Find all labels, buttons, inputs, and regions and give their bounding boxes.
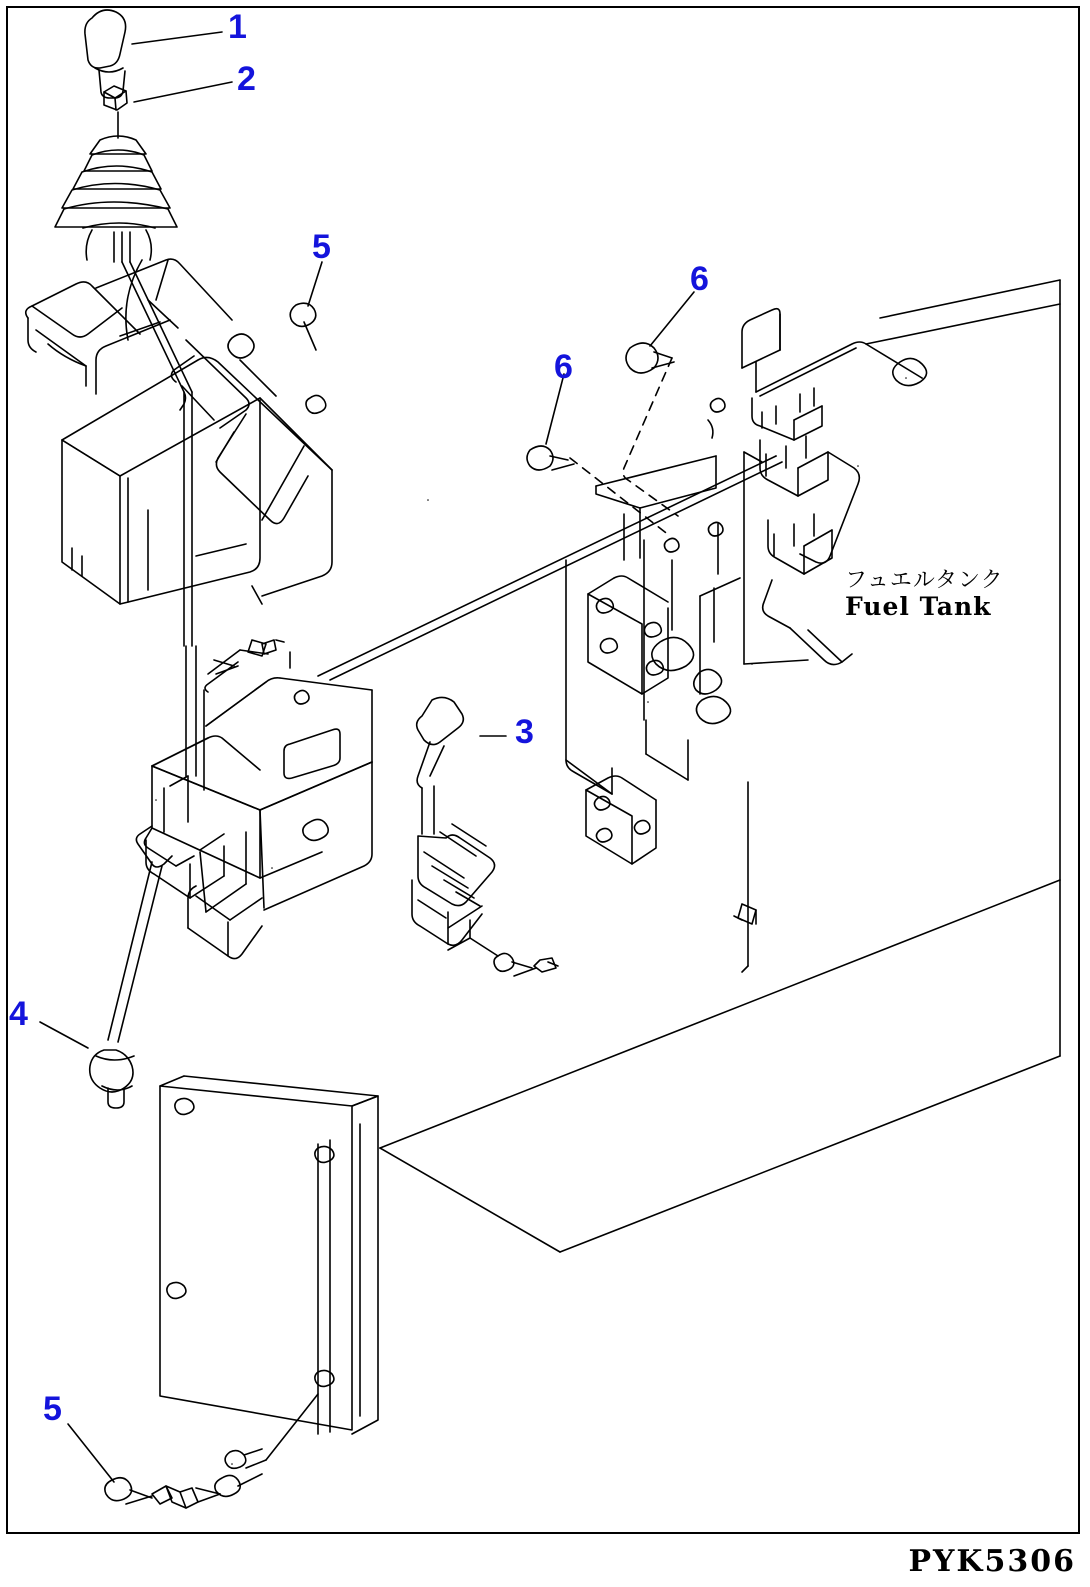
callout-6-left: 6 xyxy=(554,348,573,386)
callout-5-upper: 5 xyxy=(312,228,331,266)
part-5-upper-bolt xyxy=(290,303,316,350)
mounting-bracket-middle xyxy=(596,456,716,560)
fuel-tank-label-en: Fuel Tank xyxy=(845,592,992,621)
lower-cover-panel xyxy=(160,1076,378,1434)
part-3-lever xyxy=(417,500,464,834)
lower-console-housing xyxy=(136,640,372,959)
part-5-lower-bolt xyxy=(105,1394,318,1508)
lever-boot-bellows xyxy=(55,112,177,262)
callout-leaders xyxy=(40,32,694,1482)
callout-2: 2 xyxy=(237,60,256,98)
part-3-linkage-body xyxy=(412,824,558,976)
callout-1: 1 xyxy=(228,8,247,46)
part-6-bolt-left xyxy=(527,446,574,470)
callout-3: 3 xyxy=(515,713,534,751)
part-6-bolt-right xyxy=(626,343,674,373)
console-housing-upper xyxy=(26,259,332,604)
callout-5-lower: 5 xyxy=(43,1390,62,1428)
frame-brackets-right xyxy=(566,524,740,864)
drawing-code: PYK5306 xyxy=(908,1544,1076,1579)
part-1-lever-knob xyxy=(85,10,126,98)
part-6-leader-dashed xyxy=(570,358,678,536)
lever-shaft-lower xyxy=(184,392,204,790)
fuel-tank-label-jp: フュエルタンク xyxy=(845,568,1004,593)
part-4-knob-shaft xyxy=(90,862,162,1108)
callout-4: 4 xyxy=(9,995,28,1033)
floor-platform xyxy=(260,280,1060,1252)
callout-6-right: 6 xyxy=(690,260,709,298)
